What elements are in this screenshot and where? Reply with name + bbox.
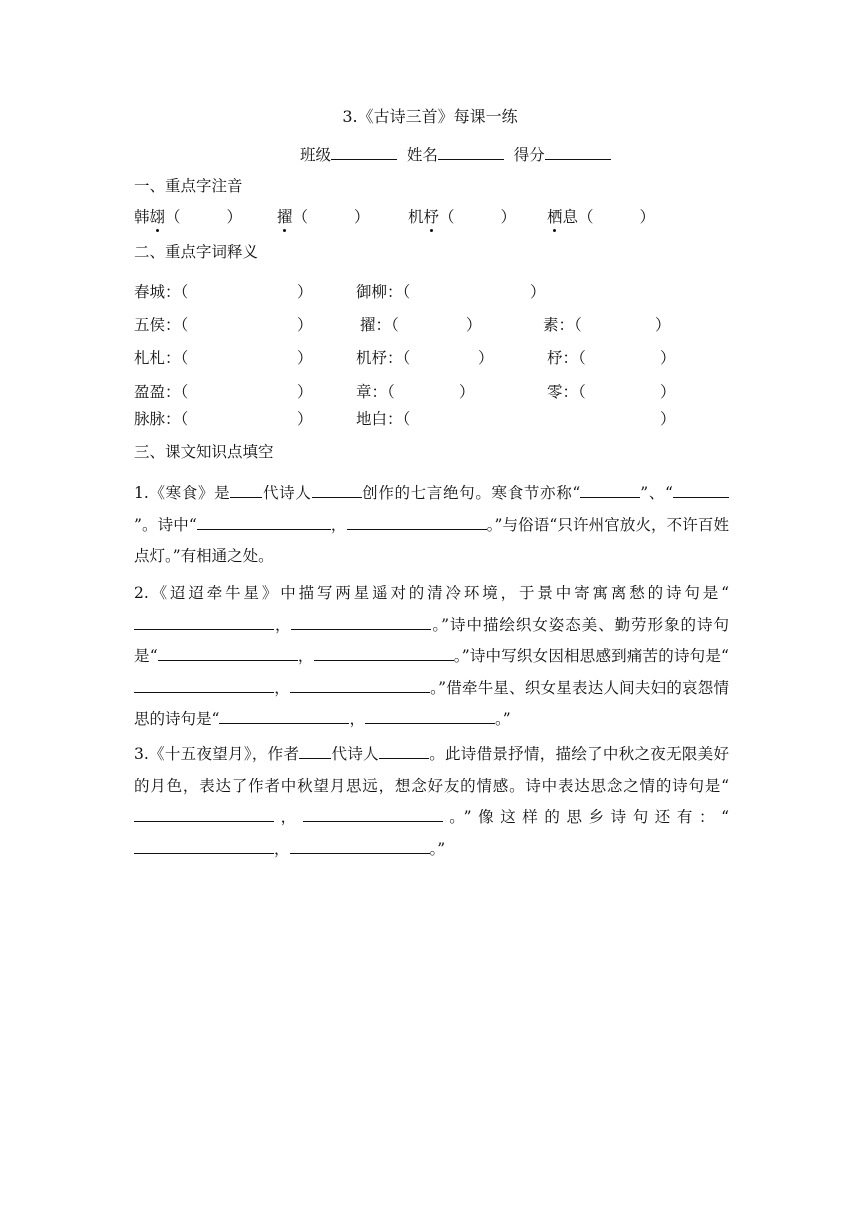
answer-blank[interactable] — [303, 807, 443, 822]
definition-item: 盈盈：（ — [134, 383, 189, 401]
definition-close: ） — [660, 349, 676, 367]
answer-blank[interactable] — [230, 483, 262, 498]
pinyin-answer-4[interactable] — [594, 207, 640, 222]
answer-blank[interactable] — [290, 839, 430, 854]
answer-blank[interactable] — [312, 483, 362, 498]
definition-close: ） — [297, 316, 313, 334]
definition-item: 五侯：（ — [134, 316, 189, 334]
definition-item: 脉脉：（ — [134, 410, 189, 428]
answer-blank[interactable] — [299, 744, 331, 759]
definition-close: ） — [660, 383, 676, 401]
definition-item: 御柳：（ — [356, 283, 411, 301]
answer-blank[interactable] — [379, 744, 429, 759]
answer-blank[interactable] — [347, 515, 487, 530]
definition-item: 零：（ — [547, 383, 586, 401]
definition-item: 地白：（ — [356, 410, 411, 428]
pinyin-item-3: 机杼（ ） — [408, 208, 517, 226]
question-1: 1.《寒食》是 代诗人 创作的七言绝句。寒食节亦称“ ”、“”。诗中“ ， 。”与俗语“只许州官放火，不许百姓点灯。”有相通之处。 — [134, 484, 729, 565]
pinyin-item-1: 韩翃（ ） — [134, 208, 243, 226]
section-1-heading: 一、重点字注音 — [134, 177, 243, 195]
class-blank[interactable] — [331, 144, 397, 160]
answer-blank[interactable] — [365, 709, 495, 724]
pinyin-item-4: 栖息（ ） — [547, 208, 656, 226]
answer-blank[interactable] — [673, 483, 729, 498]
definition-close: ） — [297, 283, 313, 301]
definition-item: 章：（ — [356, 383, 395, 401]
emphasis-char: 翃 — [149, 208, 166, 226]
pinyin-answer-2[interactable] — [308, 207, 354, 222]
answer-blank[interactable] — [291, 615, 431, 630]
worksheet-title: 3.《古诗三首》每课一练 — [342, 107, 518, 126]
definition-close: ） — [297, 410, 313, 428]
pinyin-item-2: 擢（ ） — [277, 208, 370, 226]
definition-close: ） — [655, 316, 671, 334]
answer-blank[interactable] — [134, 807, 274, 822]
definition-item: 擢：（ — [360, 316, 399, 334]
answer-blank[interactable] — [134, 839, 274, 854]
answer-blank[interactable] — [580, 483, 640, 498]
emphasis-char: 擢 — [277, 208, 293, 226]
question-2: 2.《迢迢牵牛星》中描写两星遥对的清冷环境，于景中寄寓离愁的诗句是“， 。”诗中描绘织女姿态美、勤劳形象的诗句是“ ， 。”诗中写织女因相思感到痛苦的诗句是“， 。”借牵牛星、织女星表达人间夫妇的哀怨情思的诗句是“ ， 。” — [134, 584, 729, 728]
definition-close: ） — [459, 383, 475, 401]
section-3-heading: 三、课文知识点填空 — [134, 443, 274, 461]
answer-blank[interactable] — [134, 678, 274, 693]
definition-item: 杼：（ — [547, 349, 586, 367]
emphasis-char: 杼 — [423, 208, 440, 226]
name-blank[interactable] — [438, 144, 504, 160]
pinyin-answer-3[interactable] — [455, 207, 501, 222]
score-label: 得分 — [513, 146, 545, 164]
student-info-line — [300, 143, 611, 165]
answer-blank[interactable] — [134, 615, 274, 630]
definition-close: ） — [660, 410, 676, 428]
pinyin-answer-1[interactable] — [181, 207, 227, 222]
definition-close: ） — [297, 383, 313, 401]
definition-close: ） — [478, 349, 494, 367]
answer-blank[interactable] — [314, 646, 454, 661]
answer-blank[interactable] — [290, 678, 430, 693]
definition-item: 机杼：（ — [356, 349, 411, 367]
name-label: 姓名 — [406, 146, 438, 164]
answer-blank[interactable] — [197, 515, 331, 530]
class-label: 班级 — [300, 146, 332, 164]
definition-item: 札札：（ — [134, 349, 189, 367]
score-blank[interactable] — [545, 144, 611, 160]
definition-close: ） — [297, 349, 313, 367]
answer-blank[interactable] — [219, 709, 349, 724]
definition-close: ） — [530, 283, 546, 301]
definition-item: 春城：（ — [134, 283, 189, 301]
emphasis-char: 栖 — [547, 208, 563, 226]
definition-item: 素：（ — [543, 316, 582, 334]
section-2-heading: 二、重点字词释义 — [134, 243, 259, 261]
answer-blank[interactable] — [158, 646, 298, 661]
definition-close: ） — [466, 316, 482, 334]
question-3: 3.《十五夜望月》，作者 代诗人 。此诗借景抒情，描绘了中秋之夜无限美好的月色，表达了作者中秋望月思远，想念好友的情感。诗中表达思念之情的诗句是“， 。”像这样的思乡诗句还有：“， 。” — [134, 745, 729, 858]
